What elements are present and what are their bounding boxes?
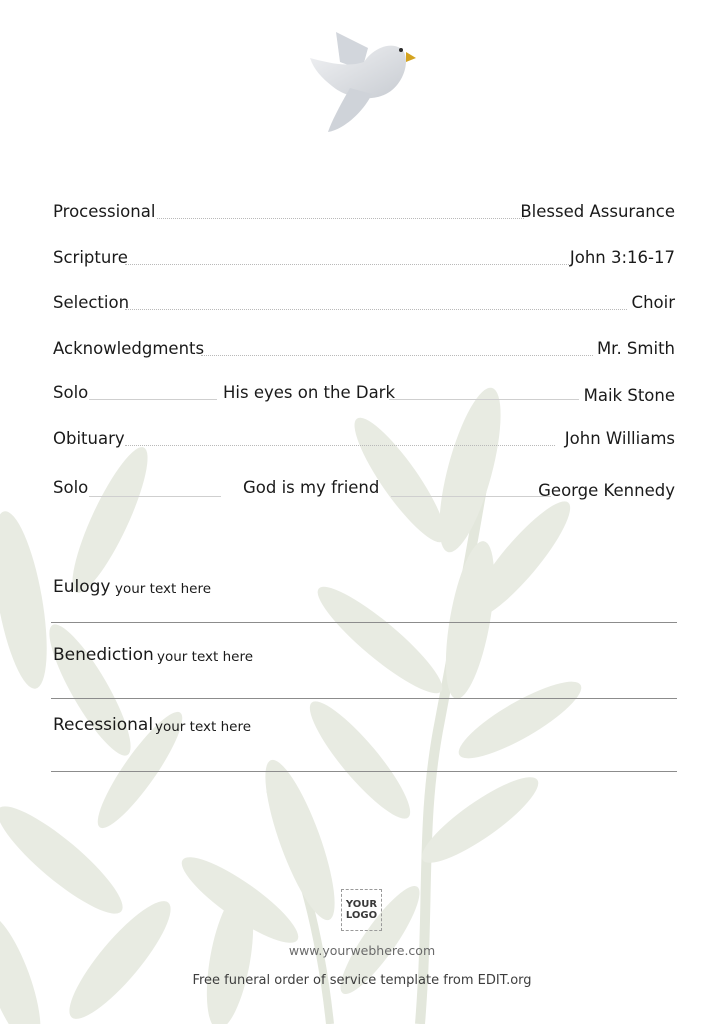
leader-dots: [125, 445, 555, 446]
program-value: Blessed Assurance: [520, 202, 675, 221]
program-label: Acknowledgments: [53, 339, 205, 358]
website-url: www.yourwebhere.com: [288, 943, 436, 958]
dove-icon: [306, 28, 420, 138]
ruled-line: [51, 622, 677, 623]
program-middle-text: His eyes on the Dark: [223, 383, 396, 402]
logo-placeholder: [341, 889, 382, 931]
program-row-solo-1: [53, 382, 675, 406]
section-text: your text here: [155, 719, 252, 735]
section-text: your text here: [157, 649, 254, 665]
program-row-selection: [53, 292, 675, 316]
program-row-scripture: [53, 247, 675, 271]
section-title: Eulogy: [53, 577, 111, 597]
program-middle-text: God is my friend: [243, 478, 380, 497]
program-row-solo-2: [53, 477, 675, 501]
program-row-acknowledgments: [53, 338, 675, 362]
leader-dots: [125, 309, 627, 310]
logo-text-line1: YOUR: [345, 899, 378, 910]
program-label: Processional: [53, 202, 156, 221]
program-label: Selection: [53, 293, 130, 312]
leader-line: [89, 496, 221, 497]
program-value: George Kennedy: [538, 481, 675, 500]
program-value: Mr. Smith: [596, 339, 675, 358]
ruled-line: [51, 698, 677, 699]
section-title: Recessional: [53, 715, 154, 735]
program-label: Solo: [53, 383, 89, 402]
program-value: John 3:16-17: [569, 248, 675, 267]
leader-line: [389, 399, 579, 400]
program-label: Scripture: [53, 248, 128, 267]
leader-dots: [125, 264, 571, 265]
section-text: your text here: [115, 581, 212, 597]
leader-line: [89, 399, 217, 400]
footer-credit: Free funeral order of service template from EDIT.org: [192, 973, 532, 988]
logo-text-line2: LOGO: [345, 910, 378, 921]
program-row-obituary: [53, 428, 675, 452]
leader-dots: [157, 218, 524, 219]
leader-line: [391, 496, 551, 497]
ruled-line: [51, 771, 677, 772]
leader-dots: [201, 355, 593, 356]
program-label: Obituary: [53, 429, 125, 448]
section-title: Benediction: [53, 645, 154, 665]
program-value: Choir: [631, 293, 675, 312]
program-value: Maik Stone: [583, 386, 675, 405]
program-value: John Williams: [564, 429, 675, 448]
program-row-processional: [53, 201, 675, 225]
program-label: Solo: [53, 478, 89, 497]
